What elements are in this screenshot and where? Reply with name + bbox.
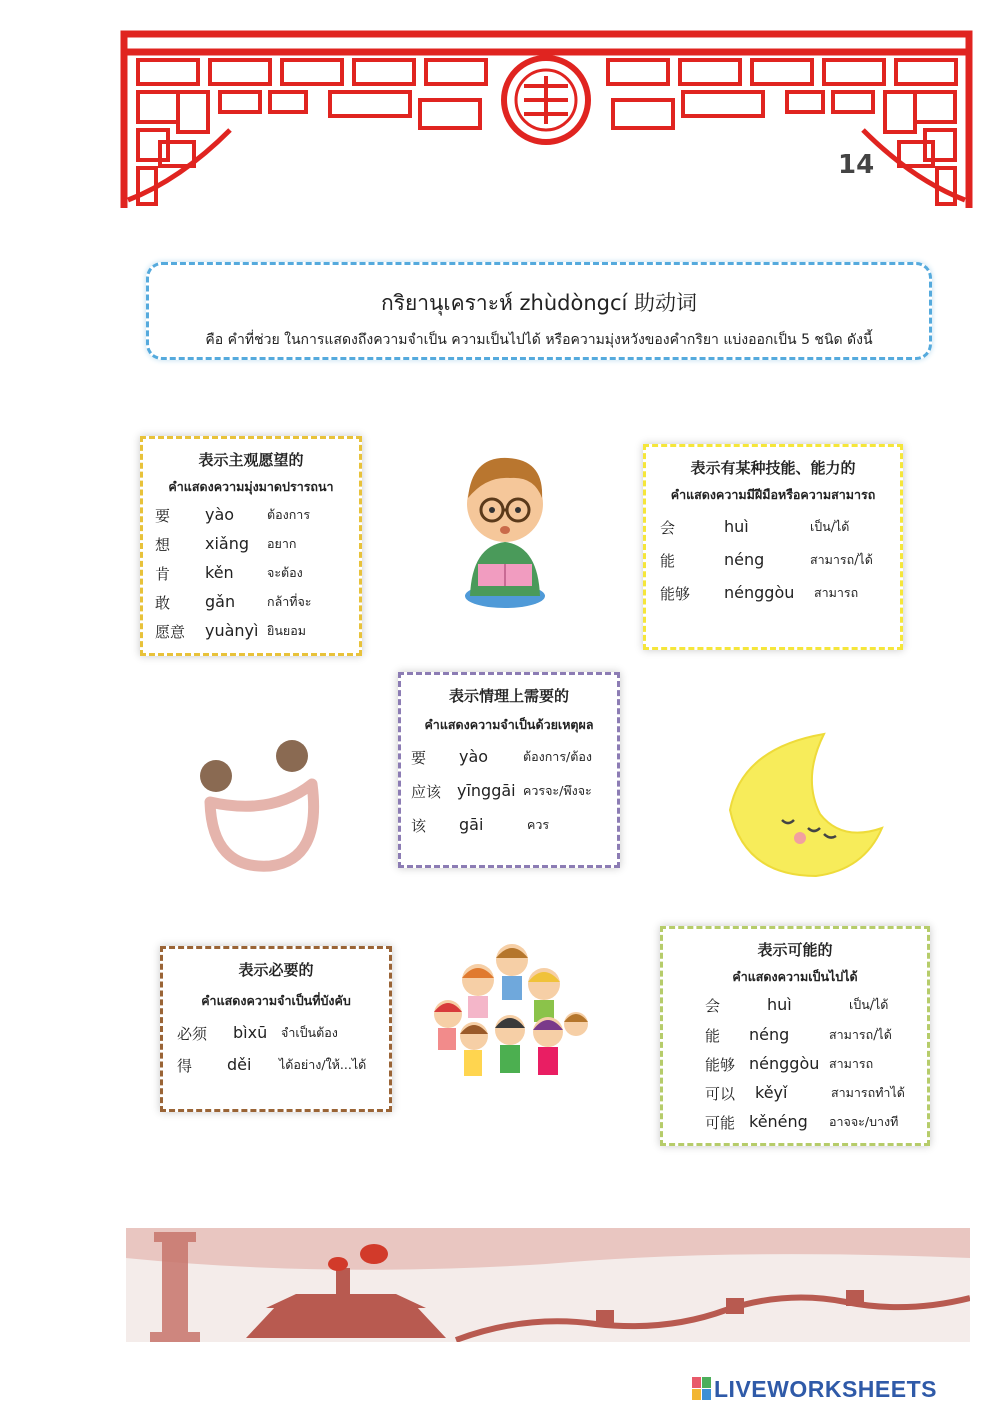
pinyin: huì [767, 995, 792, 1014]
thai-meaning: อยาก [267, 536, 297, 551]
hanzi: 能够 [705, 1056, 736, 1074]
pinyin: néng [724, 550, 765, 569]
pinyin: gǎn [205, 592, 236, 611]
hanzi: 必须 [177, 1025, 208, 1043]
pinyin: kěyǐ [755, 1083, 788, 1102]
crescent-moon-illustration [724, 730, 884, 880]
smiley-face-illustration [192, 736, 332, 876]
children-group-illustration [430, 940, 590, 1100]
hanzi: 肯 [155, 565, 171, 583]
pinyin: xiǎng [205, 534, 250, 553]
thai-meaning: ต้องการ/ต้อง [523, 749, 592, 764]
card-reasonable-need [398, 672, 620, 868]
hanzi: 可以 [705, 1085, 736, 1103]
hanzi: 可能 [705, 1114, 736, 1132]
card-title: 表示有某种技能、能力的 [690, 459, 856, 477]
pinyin: yīnggāi [457, 781, 516, 800]
thai-meaning: กล้าที่จะ [267, 594, 312, 609]
card-title: 表示可能的 [757, 941, 833, 959]
thai-meaning: สามารถ/ได้ [810, 552, 873, 567]
list-item [163, 1055, 389, 1083]
card-subjective-wish [140, 436, 362, 656]
card-title: 表示情理上需要的 [448, 687, 569, 705]
thai-meaning: จะต้อง [267, 565, 303, 580]
thai-meaning: สามารถ [829, 1056, 874, 1071]
list-item [663, 1083, 927, 1111]
pinyin: yào [205, 505, 235, 524]
hanzi: 该 [411, 817, 427, 835]
great-wall-banner [126, 1228, 970, 1342]
list-item [663, 1054, 927, 1082]
page-number: 14 [838, 150, 875, 180]
pinyin: kěnéng [749, 1112, 808, 1131]
list-item [143, 592, 359, 620]
pinyin: děi [227, 1055, 252, 1074]
thai-meaning: ควร [527, 817, 550, 832]
liveworksheets-logo-icon [692, 1377, 712, 1401]
thai-meaning: ได้อย่าง/ให้...ได้ [279, 1057, 367, 1072]
hanzi: 会 [660, 519, 676, 537]
page-title: กริยานุเคราะห์ zhùdòngcí 助动词 [380, 291, 698, 315]
pinyin: bìxū [233, 1023, 268, 1042]
hanzi: 能 [705, 1027, 721, 1045]
chinese-lattice-header [120, 30, 973, 210]
hanzi: 得 [177, 1057, 193, 1075]
list-item [663, 1112, 927, 1140]
liveworksheets-logo-text: LIVEWORKSHEETS [714, 1376, 937, 1402]
list-item [646, 550, 900, 578]
hanzi: 要 [155, 507, 171, 525]
thai-meaning: เป็น/ได้ [849, 997, 889, 1012]
thai-meaning: สามารถ [814, 585, 859, 600]
pinyin: yào [459, 747, 489, 766]
title-description: คือ คำที่ช่วย ในการแสดงถึงความจำเป็น ความเป็นไปได้ หรือความมุ่งหวังของคำกริยา แบ่งออกเป็น 5 ชนิด ดังนี้ [205, 332, 873, 348]
card-possibility [660, 926, 930, 1146]
pinyin: kěn [205, 563, 234, 582]
hanzi: 能 [660, 552, 676, 570]
hanzi: 能够 [660, 585, 691, 603]
pinyin: gāi [459, 815, 484, 834]
hanzi: 要 [411, 749, 427, 767]
list-item [646, 517, 900, 545]
list-item [646, 583, 900, 611]
thai-meaning: สามารถ/ได้ [829, 1027, 892, 1042]
hanzi: 愿意 [155, 623, 186, 641]
pinyin: huì [724, 517, 749, 536]
list-item [401, 747, 617, 775]
card-description: คำแสดงความเป็นไปได้ [732, 969, 858, 984]
pinyin: néng [749, 1025, 790, 1044]
list-item [663, 995, 927, 1023]
title-box [146, 262, 932, 360]
thai-meaning: อาจจะ/บางที [829, 1114, 899, 1129]
card-necessity [160, 946, 392, 1112]
list-item [401, 781, 617, 809]
list-item [143, 534, 359, 562]
card-description: คำแสดงความมุ่งมาดปรารถนา [168, 479, 334, 494]
list-item [143, 563, 359, 591]
card-skill-ability [643, 444, 903, 650]
list-item [163, 1023, 389, 1051]
list-item [401, 815, 617, 843]
thai-meaning: ควรจะ/พึงจะ [523, 783, 592, 798]
list-item [663, 1025, 927, 1053]
thai-meaning: สามารถทำได้ [831, 1085, 905, 1100]
card-description: คำแสดงความจำเป็นที่บังคับ [201, 993, 351, 1008]
thai-meaning: ยินยอม [267, 623, 306, 638]
hanzi: 应该 [411, 783, 442, 801]
thai-meaning: เป็น/ได้ [810, 519, 850, 534]
card-description: คำแสดงความมีฝีมือหรือความสามารถ [670, 487, 876, 502]
list-item [143, 621, 359, 649]
thai-meaning: จำเป็นต้อง [281, 1025, 338, 1040]
card-description: คำแสดงความจำเป็นด้วยเหตุผล [424, 717, 594, 732]
pinyin: nénggòu [749, 1054, 820, 1073]
pinyin: yuànyì [205, 621, 259, 640]
hanzi: 想 [155, 536, 171, 554]
list-item [143, 505, 359, 533]
card-title: 表示必要的 [238, 961, 314, 979]
thai-meaning: ต้องการ [267, 507, 311, 522]
card-title: 表示主观愿望的 [198, 451, 304, 469]
hanzi: 会 [705, 997, 721, 1015]
boy-reading-illustration [450, 446, 560, 612]
hanzi: 敢 [155, 594, 171, 612]
pinyin: nénggòu [724, 583, 795, 602]
